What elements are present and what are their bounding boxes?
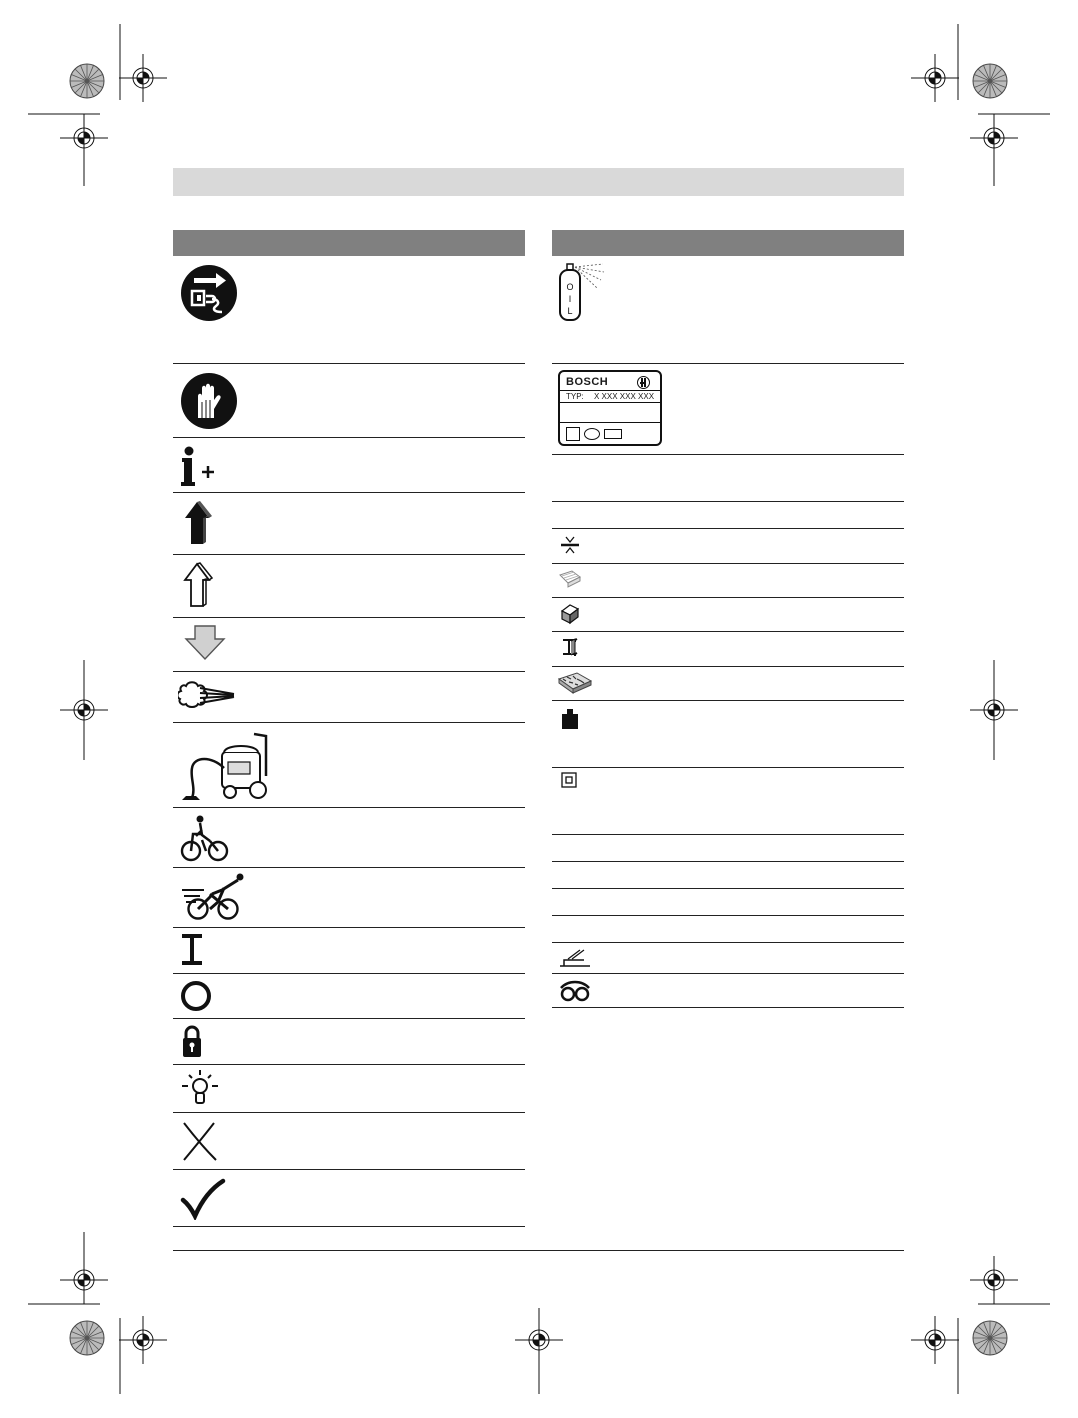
- starburst-icon: [70, 1321, 104, 1355]
- oil-letter-i: I: [568, 294, 572, 304]
- starburst-icon: [973, 1321, 1007, 1355]
- crosshair-icon: [970, 1256, 1018, 1304]
- starburst-icon: [973, 64, 1007, 98]
- crosshair-icon: [60, 1256, 108, 1304]
- plate-brand: BOSCH: [566, 376, 609, 388]
- crosshair-icon: [911, 54, 959, 102]
- oil-letter-o: O: [566, 282, 574, 292]
- starburst-icon: [70, 64, 104, 98]
- plate-type-number: X XXX XXX XXX: [594, 392, 655, 401]
- crosshair-icon: [119, 1316, 167, 1364]
- oil-letter-l: L: [567, 306, 573, 316]
- crosshair-icon: [119, 54, 167, 102]
- plate-type-label: TYP:: [566, 392, 584, 401]
- crosshair-icon: [911, 1316, 959, 1364]
